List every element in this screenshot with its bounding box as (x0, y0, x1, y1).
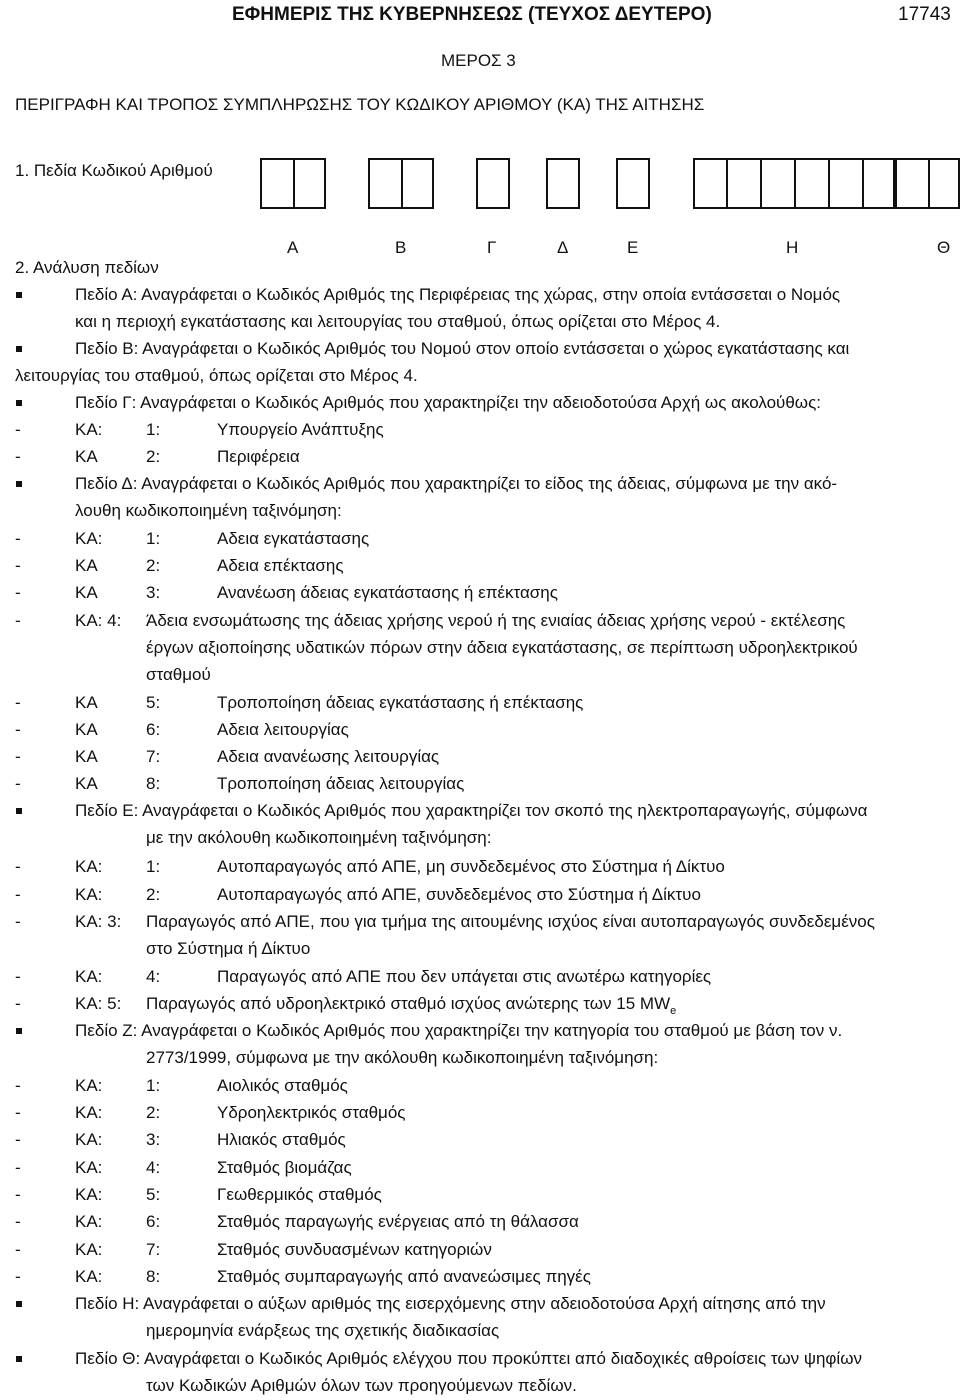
dash: - (15, 611, 21, 630)
code-letter-t: Θ (937, 238, 951, 257)
dash: - (15, 912, 21, 931)
code-box-d (546, 158, 580, 209)
code-num: 2: (146, 556, 161, 575)
dash: - (15, 693, 21, 712)
code-desc-text: Παραγωγός από υδροηλεκτρικό σταθμό ισχύος ανώτερης των 15 MW (146, 994, 671, 1013)
code-box-b (368, 158, 434, 209)
dash: - (15, 1212, 21, 1231)
code-ka: ΚΑ: (75, 1103, 103, 1122)
code-num: 8: (146, 1267, 161, 1286)
dash: - (15, 1158, 21, 1177)
dash: - (15, 556, 21, 575)
code-letter-e: Ε (627, 238, 639, 257)
field-b-text: Πεδίο Β: Αναγράφεται ο Κωδικός Αριθμός του Νομού στον οποίο εντάσσεται ο χώρος εγκατάστασης και (75, 339, 850, 358)
code-ka: ΚΑ: (75, 1185, 103, 1204)
code-desc: Παραγωγός από ΑΠΕ που δεν υπάγεται στις ανωτέρω κατηγορίες (217, 967, 712, 986)
code-letter-d: Δ (557, 238, 569, 257)
dash: - (15, 1103, 21, 1122)
bullet-icon (16, 346, 22, 352)
code-num: 1: (146, 529, 161, 548)
code-desc: Αυτοπαραγωγός από ΑΠΕ, μη συνδεδεμένος στο Σύστημα ή Δίκτυο (217, 857, 725, 876)
code-ka: ΚΑ (75, 583, 98, 602)
code-num: 6: (146, 1212, 161, 1231)
code-ka: ΚΑ (75, 556, 98, 575)
code-desc: Τροποποίηση άδειας εγκατάστασης ή επέκτασης (217, 693, 584, 712)
dash: - (15, 747, 21, 766)
code-ka: ΚΑ (75, 447, 98, 466)
code-box-c (476, 158, 510, 209)
code-desc: Υπουργείο Ανάπτυξης (217, 420, 384, 439)
code-desc: Αδεια λειτουργίας (217, 720, 349, 739)
code-ka: ΚΑ (75, 774, 98, 793)
code-desc: Άδεια ενσωμάτωσης της άδειας χρήσης νερού ή της ενιαίας άδειας χρήσης νερού - εκτέλεσης (146, 611, 846, 630)
code-num: 3: (146, 1130, 161, 1149)
code-ka: ΚΑ: (75, 529, 103, 548)
code-ka: ΚΑ: 3: (75, 912, 122, 931)
code-box-t (895, 158, 960, 209)
code-desc: Αδεια εγκατάστασης (217, 529, 370, 548)
dash: - (15, 774, 21, 793)
bullet-icon (16, 1301, 22, 1307)
code-num: 7: (146, 1240, 161, 1259)
code-box-e (616, 158, 650, 209)
code-desc (146, 993, 676, 1022)
field-g-text: Πεδίο Γ: Αναγράφεται ο Κωδικός Αριθμός που χαρακτηρίζει την αδειοδοτούσα Αρχή ως ακολούθως: (75, 393, 821, 412)
code-num: 4: (146, 967, 161, 986)
code-ka: ΚΑ: 5: (75, 994, 122, 1013)
code-num: 1: (146, 420, 161, 439)
code-desc-cont: στο Σύστημα ή Δίκτυο (146, 939, 311, 958)
dash: - (15, 583, 21, 602)
dash: - (15, 857, 21, 876)
code-ka: ΚΑ: (75, 1212, 103, 1231)
code-num: 8: (146, 774, 161, 793)
code-ka: ΚΑ (75, 693, 98, 712)
code-letter-c: Γ (487, 238, 497, 257)
dash: - (15, 994, 21, 1013)
field-t-text: Πεδίο Θ: Αναγράφεται ο Κωδικός Αριθμός ελέγχου που προκύπτει από διαδοχικές αθροίσεις των ψηφίων (75, 1349, 862, 1368)
bullet-icon (16, 808, 22, 814)
field-e-text: Πεδίο Ε: Αναγράφεται ο Κωδικός Αριθμός που χαρακτηρίζει τον σκοπό της ηλεκτροπαραγωγής, σύμφωνα (75, 801, 868, 820)
code-desc: Αδεια ανανέωσης λειτουργίας (217, 747, 440, 766)
code-ka: ΚΑ: (75, 1267, 103, 1286)
code-ka: ΚΑ: (75, 1158, 103, 1177)
code-desc: Σταθμός συμπαραγωγής από ανανεώσιμες πηγές (217, 1267, 591, 1286)
field-t-text-cont: των Κωδικών Αριθμών όλων των προηγούμενων πεδίων. (146, 1376, 577, 1395)
item-1-label: 1. Πεδία Κωδικού Αριθμού (15, 161, 213, 180)
dash: - (15, 1185, 21, 1204)
part-heading: ΜΕΡΟΣ 3 (441, 51, 516, 70)
code-num: 4: (146, 1158, 161, 1177)
field-b-text-cont: λειτουργίας του σταθμού, όπως ορίζεται στο Μέρος 4. (15, 366, 418, 385)
code-letter-a: Α (287, 238, 299, 257)
code-ka: ΚΑ: (75, 857, 103, 876)
item-2-label: 2. Ανάλυση πεδίων (15, 258, 159, 277)
code-desc: Σταθμός παραγωγής ενέργειας από τη θάλασσα (217, 1212, 579, 1231)
code-desc: Τροποποίηση άδειας λειτουργίας (217, 774, 465, 793)
code-desc-cont: σταθμού (146, 665, 211, 684)
code-desc: Αιολικός σταθμός (217, 1076, 348, 1095)
dash: - (15, 1130, 21, 1149)
field-d-text: Πεδίο Δ: Αναγράφεται ο Κωδικός Αριθμός που χαρακτηρίζει το είδος της άδειας, σύμφωνα με την ακό- (75, 474, 838, 493)
dash: - (15, 967, 21, 986)
bullet-icon (16, 400, 22, 406)
code-letter-b: Β (395, 238, 407, 257)
field-a-text-cont: και η περιοχή εγκατάστασης και λειτουργίας του σταθμού, όπως ορίζεται στο Μέρος 4. (75, 312, 721, 331)
dash: - (15, 1267, 21, 1286)
field-h-text: Πεδίο Η: Αναγράφεται ο αύξων αριθμός της εισερχόμενης στην αδειοδοτούσα Αρχή αίτησης από την (75, 1294, 826, 1313)
code-ka: ΚΑ: (75, 885, 103, 904)
code-ka: ΚΑ: 4: (75, 611, 122, 630)
code-desc: Παραγωγός από ΑΠΕ, που για τμήμα της αιτουμένης ισχύος είναι αυτοπαραγωγός συνδεδεμένος (146, 912, 875, 931)
code-desc: Γεωθερμικός σταθμός (217, 1185, 382, 1204)
code-num: 1: (146, 857, 161, 876)
code-desc: Αυτοπαραγωγός από ΑΠΕ, συνδεδεμένος στο Σύστημα ή Δίκτυο (217, 885, 701, 904)
field-z-text-cont: 2773/1999, σύμφωνα με την ακόλουθη κωδικοποιημένη ταξινόμηση: (146, 1048, 659, 1067)
dash: - (15, 529, 21, 548)
code-box-a (260, 158, 326, 209)
code-desc: Περιφέρεια (217, 447, 300, 466)
code-letter-h: Η (786, 238, 799, 257)
code-num: 2: (146, 1103, 161, 1122)
dash: - (15, 885, 21, 904)
code-ka: ΚΑ: (75, 1076, 103, 1095)
code-desc: Υδροηλεκτρικός σταθμός (217, 1103, 406, 1122)
gazette-title: ΕΦΗΜΕΡΙΣ ΤΗΣ ΚΥΒΕΡΝΗΣΕΩΣ (ΤΕΥΧΟΣ ΔΕΥΤΕΡΟ) (232, 4, 712, 25)
code-ka: ΚΑ: (75, 967, 103, 986)
field-h-text-cont: ημερομηνία ενάρξεως της σχετικής διαδικασίας (146, 1321, 500, 1340)
code-ka: ΚΑ (75, 747, 98, 766)
field-e-text-cont: με την ακόλουθη κωδικοποιημένη ταξινόμηση: (146, 828, 492, 847)
code-desc: Αδεια επέκτασης (217, 556, 344, 575)
code-ka: ΚΑ (75, 720, 98, 739)
code-desc: Σταθμός συνδυασμένων κατηγοριών (217, 1240, 492, 1259)
code-num: 7: (146, 747, 161, 766)
code-num: 5: (146, 693, 161, 712)
dash: - (15, 1076, 21, 1095)
bullet-icon (16, 1028, 22, 1034)
field-d-text-cont: λουθη κωδικοποιημένη ταξινόμηση: (75, 501, 342, 520)
code-desc: Ανανέωση άδειας εγκατάστασης ή επέκτασης (217, 583, 558, 602)
field-z-text: Πεδίο Ζ: Αναγράφεται ο Κωδικός Αριθμός που χαρακτηρίζει την κατηγορία του σταθμού με βάση τον ν. (75, 1021, 843, 1040)
code-num: 5: (146, 1185, 161, 1204)
bullet-icon (16, 292, 22, 298)
code-num: 2: (146, 885, 161, 904)
bullet-icon (16, 1356, 22, 1362)
code-desc: Ηλιακός σταθμός (217, 1130, 346, 1149)
bullet-icon (16, 481, 22, 487)
dash: - (15, 1240, 21, 1259)
field-a-text: Πεδίο Α: Αναγράφεται ο Κωδικός Αριθμός της Περιφέρειας της χώρας, στην οποία εντάσσεται ο Νομός (75, 285, 841, 304)
code-num: 1: (146, 1076, 161, 1095)
code-box-h (693, 158, 895, 209)
dash: - (15, 447, 21, 466)
code-ka: ΚΑ: (75, 420, 103, 439)
subscript: e (670, 1005, 677, 1017)
code-desc-cont: έργων αξιοποίησης υδατικών πόρων στην άδεια εγκατάστασης, σε περίπτωση υδροηλεκτρικού (146, 638, 858, 657)
dash: - (15, 720, 21, 739)
code-ka: ΚΑ: (75, 1240, 103, 1259)
code-desc: Σταθμός βιομάζας (217, 1158, 352, 1177)
page-number: 17743 (898, 4, 951, 25)
section-title: ΠΕΡΙΓΡΑΦΗ ΚΑΙ ΤΡΟΠΟΣ ΣΥΜΠΛΗΡΩΣΗΣ ΤΟΥ ΚΩΔΙΚΟΥ ΑΡΙΘΜΟΥ (ΚΑ) ΤΗΣ ΑΙΤΗΣΗΣ (15, 95, 705, 114)
code-num: 2: (146, 447, 161, 466)
code-ka: ΚΑ: (75, 1130, 103, 1149)
dash: - (15, 420, 21, 439)
code-num: 3: (146, 583, 161, 602)
code-num: 6: (146, 720, 161, 739)
